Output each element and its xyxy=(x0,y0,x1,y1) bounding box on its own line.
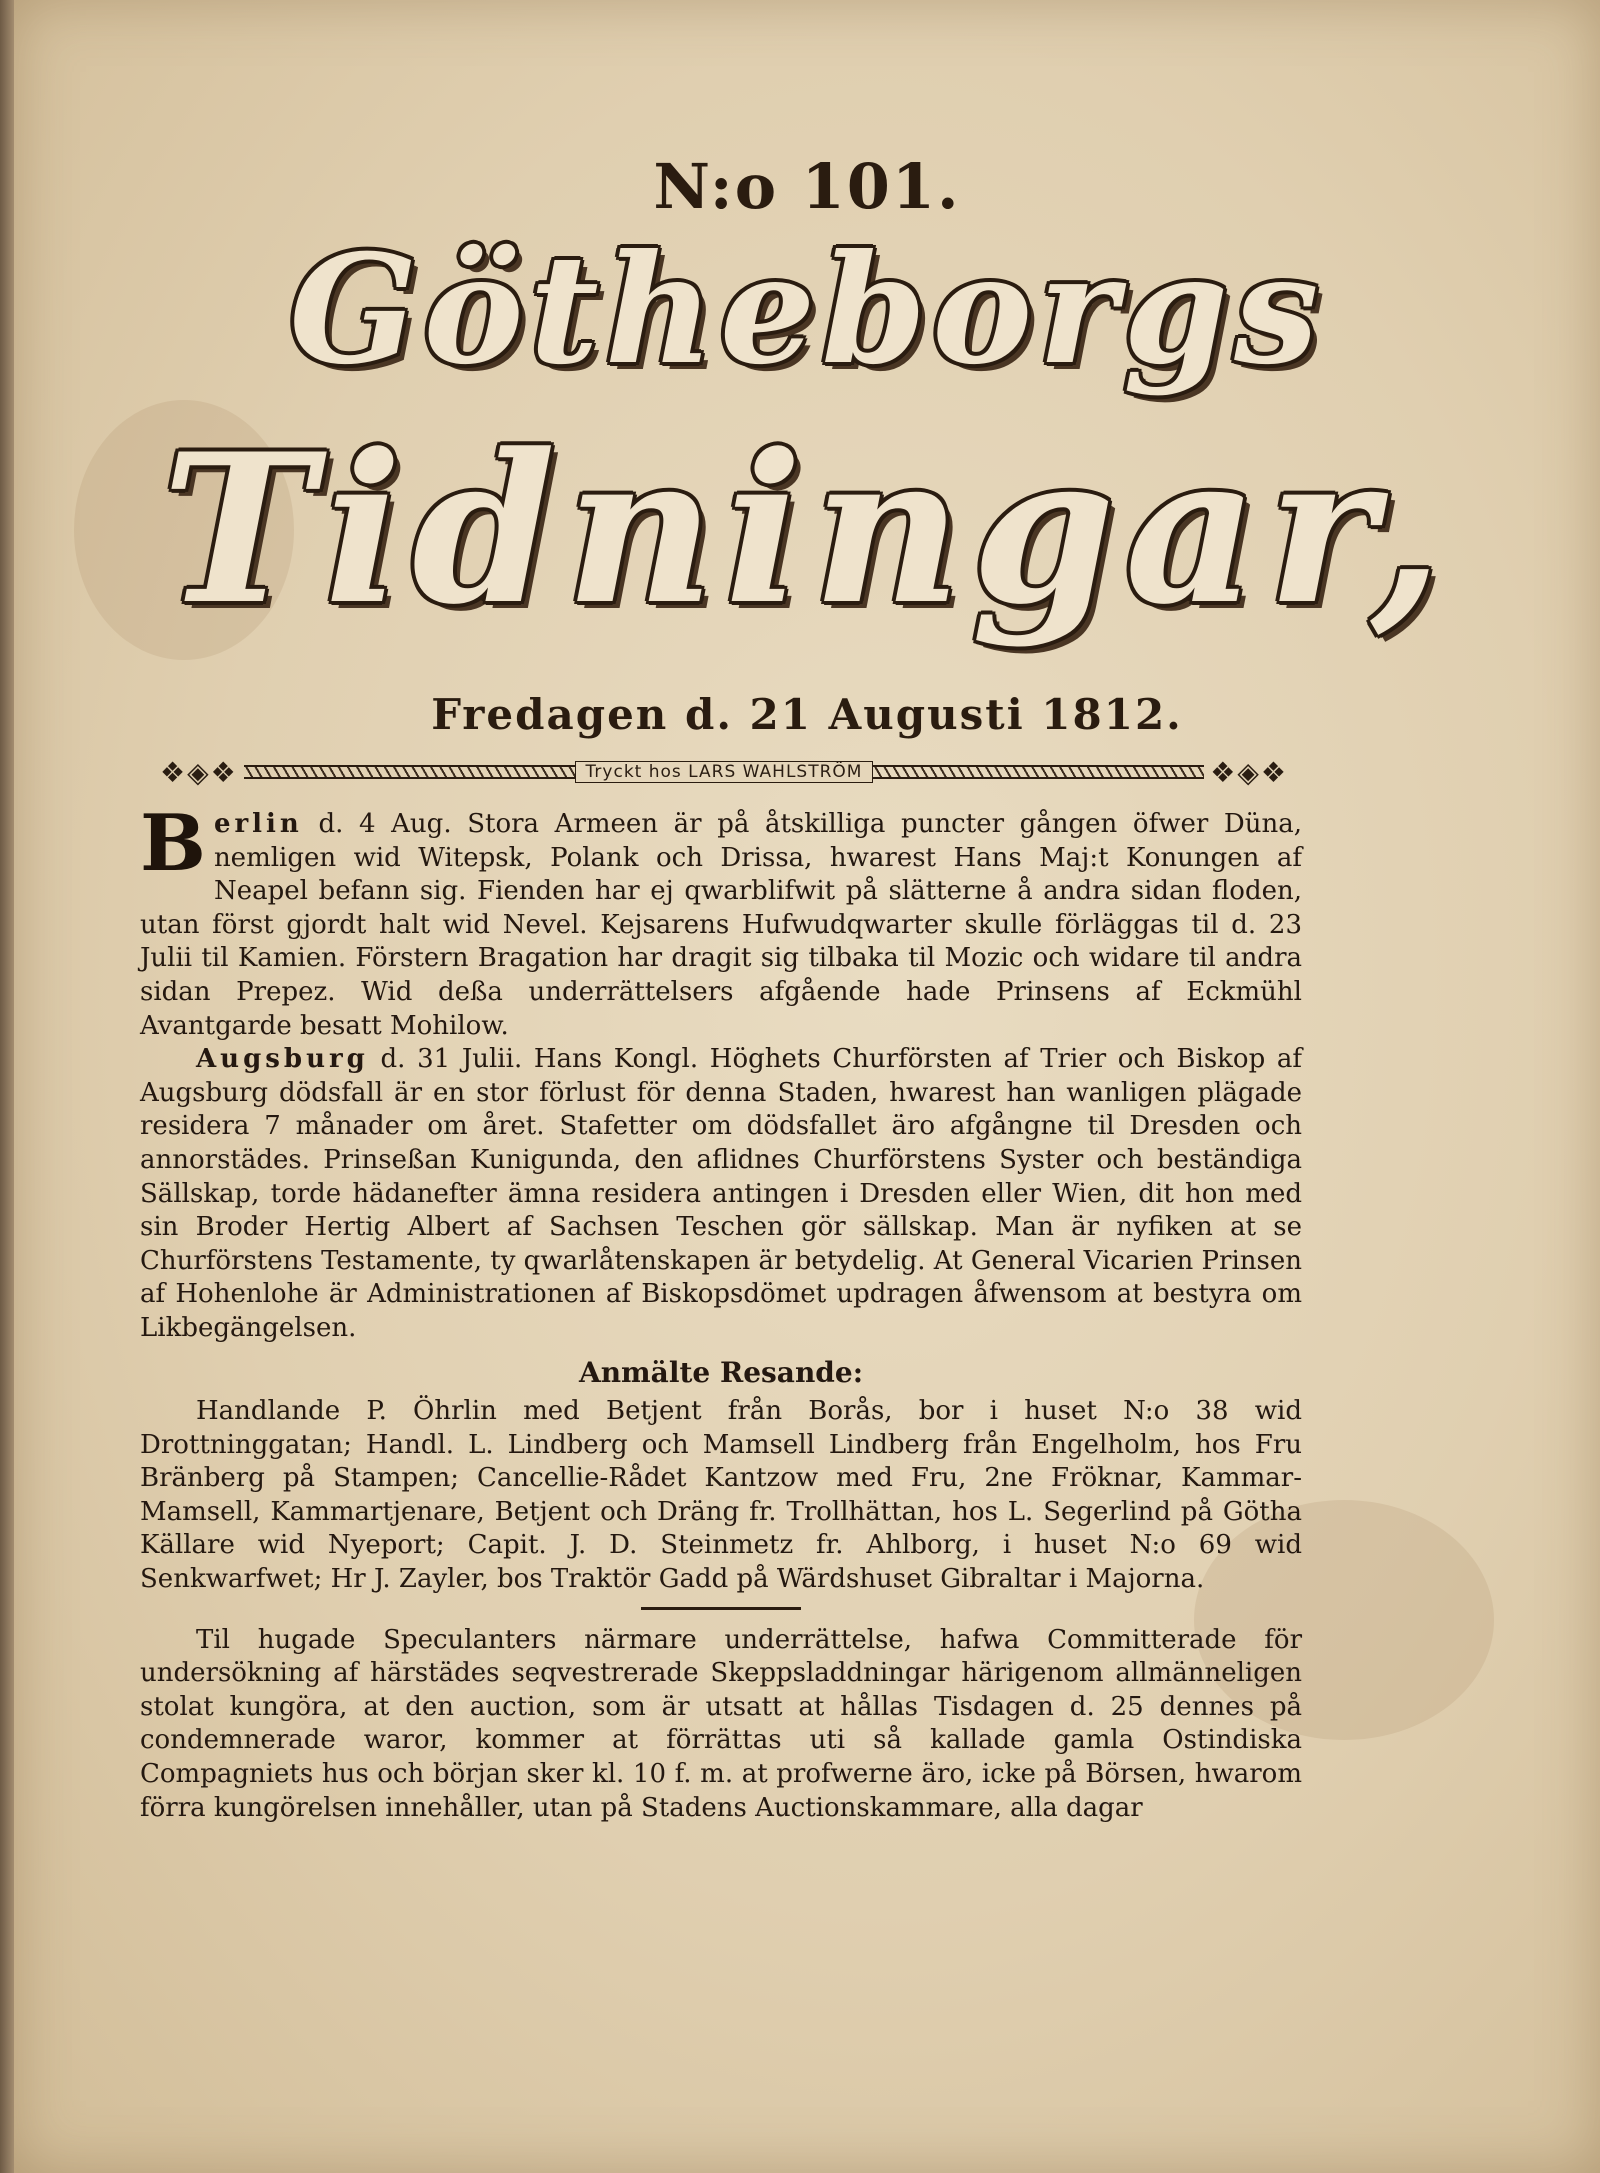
printer-imprint: Tryckt hos LARS WAHLSTRÖM xyxy=(575,761,874,783)
dateline-place: erlin xyxy=(213,809,303,839)
article-berlin xyxy=(140,798,1302,1043)
travellers-heading: Anmälte Resande: xyxy=(578,1355,864,1389)
masthead-title-line2: Tidningar, xyxy=(161,410,1453,650)
dateline-place: Augsburg xyxy=(196,1044,369,1075)
page-binding-edge xyxy=(0,0,14,2173)
article-text: d. 4 Aug. Stora Armeen är på åtskilliga puncter gången öfwer Düna, nemligen wid Witepsk, Polank och Drissa, hwarest Hans Maj:t Konungen af Neapel befann sig. Fienden har ej qwarblifwit på slätterne å andra sidan floden, utan först gjordt halt wid Nevel. Kejsarens Hufwudqwarter skulle förläggas til d. 23 Julii til Kamien. Förstern Bragation har dragit sig tilbaka til Mozic och widare til andra sidan Prepez. Wid deßa underrättelsers afgående hade Prinsens af Eckmühl Avantgarde besatt Mohilow. xyxy=(140,809,1302,1041)
rule-line xyxy=(873,765,1204,779)
drop-cap: B xyxy=(140,798,206,889)
article-text: d. 31 Julii. Hans Kongl. Höghets Churförsten af Trier och Biskop af Augsburg dödsfall är en stor förlust för denna Staden, hwarest han wanligen plägade residera 7 månader om året. Stafetter om dödsfallet äro afgångne til Dresden och annorstädes. Prinseßan Kunigunda, den aflidnes Churförstens Syster och beständiga Sällskap, torde hädanefter ämna residera antingen i Dresden eller Wien, dit hon med sin Broder Hertig Albert af Sachsen Teschen gör sällskap. Man är nyfiken at se Churförstens Testamente, ty qwarlåtenskapen är betydelig. At General Vicarien Prinsen af Hohenlohe är Administrationen af Biskopsdömet updragen åfwensom at bestyra om Likbegängelsen. xyxy=(140,1044,1302,1343)
ornamental-rule xyxy=(154,755,1294,789)
rule-line xyxy=(244,765,575,779)
section-divider xyxy=(641,1607,801,1610)
masthead-title-line1: Götheborgs xyxy=(289,222,1325,398)
article-body xyxy=(140,798,1302,1825)
auction-notice: Til hugade Speculanters närmare underrättelse, hafwa Committerade för undersökning af härstädes seqvestrerade Skeppsladdningar härigenom allmänneligen stolat kungöra, at den auction, som är utsatt at hållas Tisdagen d. 25 dennes på condemnerade waror, kommer at förrättas uti så kallade gamla Ostindiska Compagniets hus och början sker kl. 10 f. m. at profwerne äro, icke på Börsen, hwarom förra kungörelsen innehåller, utan på Stadens Auctionskammare, alla dagar xyxy=(140,1624,1302,1823)
newspaper-page xyxy=(14,0,1600,2173)
ornament-right-icon: ❖◈❖ xyxy=(1210,755,1288,789)
travellers-list: Handlande P. Öhrlin med Betjent från Borås, bor i huset N:o 38 wid Drottninggatan; Handl. L. Lindberg och Mamsell Lindberg från Engelholm, hos Fru Bränberg på Stampen; Cancellie-Rådet Kantzow med Fru, 2ne Fröknar, Kammar-Mamsell, Kammartjenare, Betjent och Dräng fr. Trollhättan, hos L. Segerlind på Götha Källare wid Nyeport; Capit. J. D. Steinmetz fr. Ahlborg, i huset N:o 69 wid Senkwarfwet; Hr J. Zayler, bos Traktör Gadd på Wärdshuset Gibraltar i Majorna. xyxy=(140,1396,1302,1595)
issue-number: N:o 101. xyxy=(653,150,961,223)
ornament-left-icon: ❖◈❖ xyxy=(160,755,238,789)
article-augsburg xyxy=(140,1043,1302,1345)
issue-date: Fredagen d. 21 Augusti 1812. xyxy=(431,690,1183,739)
